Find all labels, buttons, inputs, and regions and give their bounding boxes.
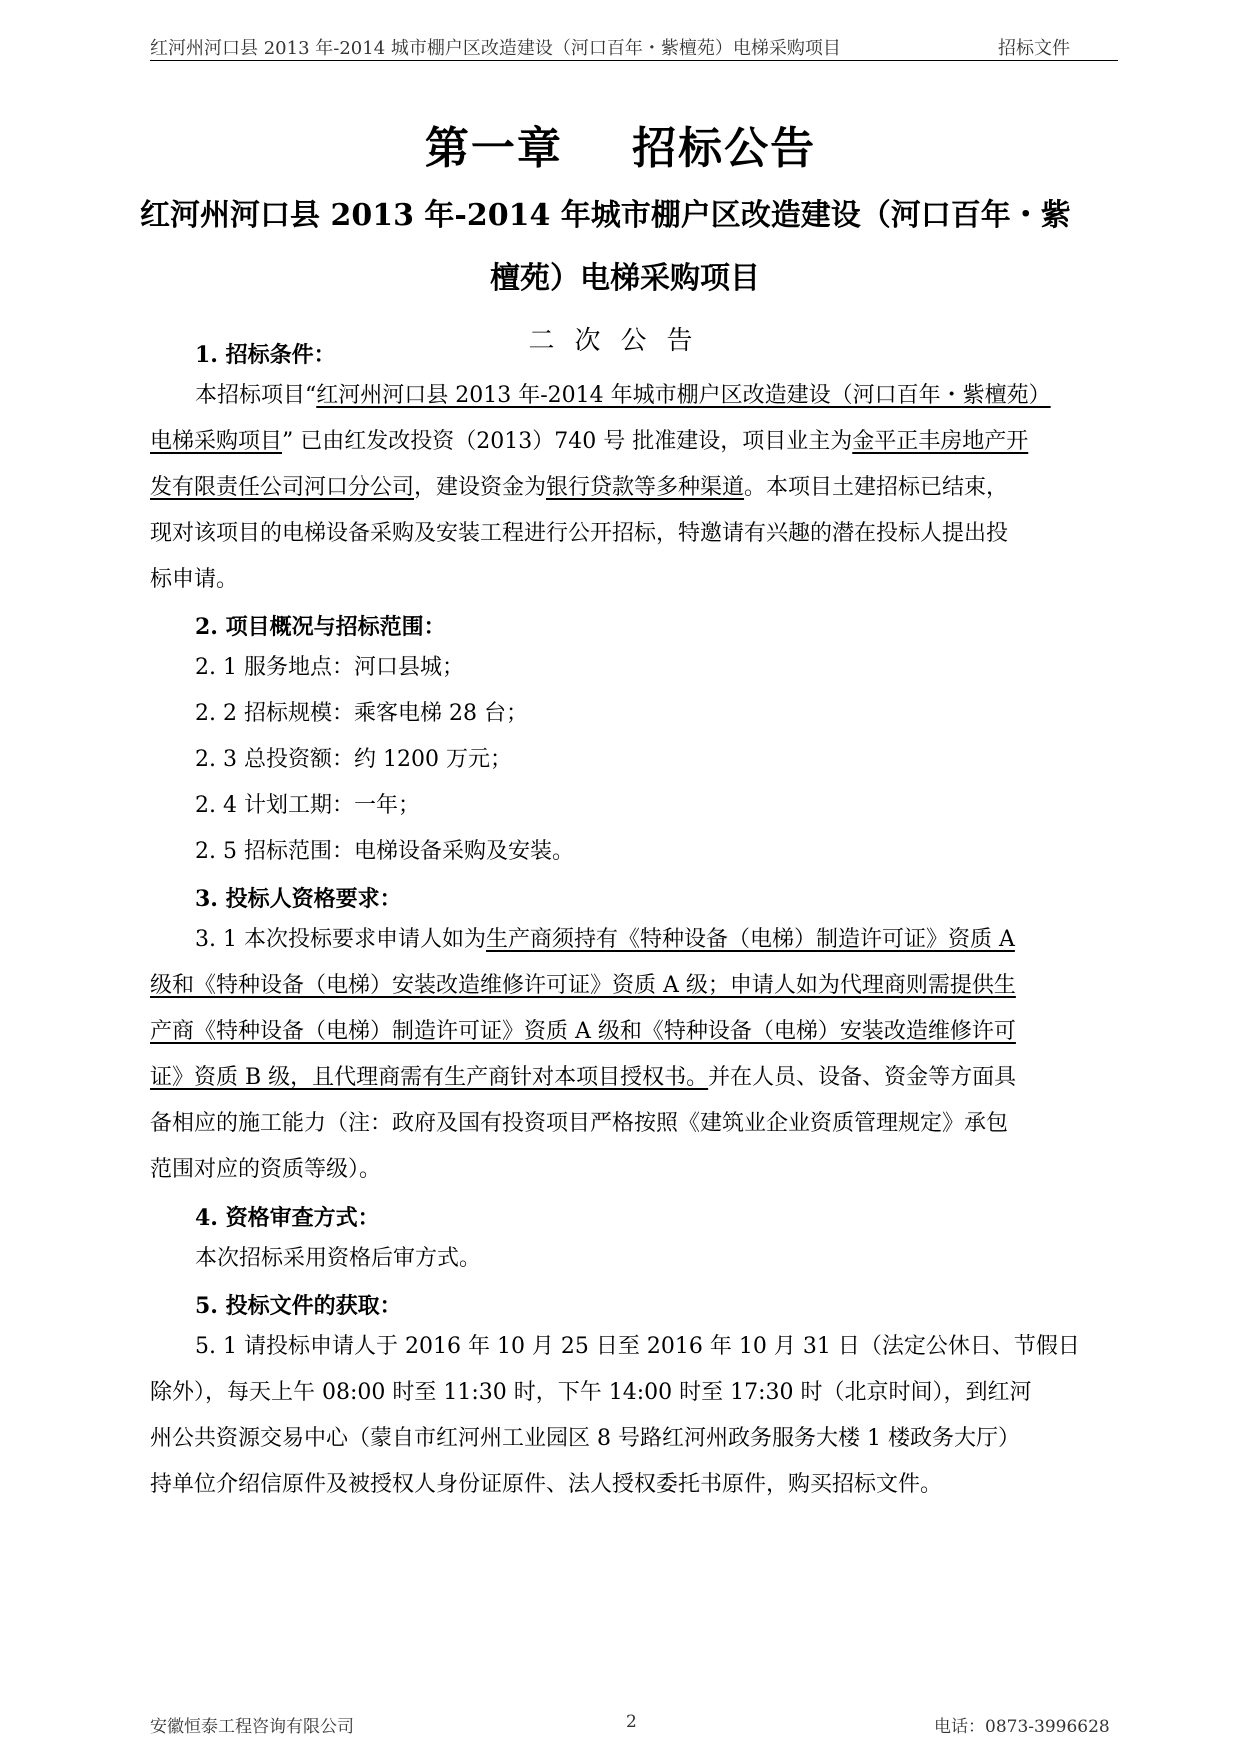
section-1-line-5: 标申请。 — [150, 567, 239, 592]
section-3-line-1: 3. 1 本次投标要求申请人如为生产商须持有《特种设备（电梯）制造许可证》资质 A — [195, 927, 1015, 952]
section-2-item-4: 2. 4 计划工期：一年； — [195, 793, 420, 818]
section-2-item-2: 2. 2 招标规模：乘客电梯 28 台； — [195, 701, 528, 726]
section-5-line-3: 州公共资源交易中心（蒙自市红河州工业园区 8 号路红河州政务服务大楼 1 楼政务大厅） — [150, 1426, 1020, 1451]
section-4-line-1: 本次招标采用资格后审方式。 — [195, 1246, 482, 1271]
section-5-heading: 5. 投标文件的获取： — [195, 1293, 402, 1319]
section-3-line-3: 产商《特种设备（电梯）制造许可证》资质 A 级和《特种设备（电梯）安装改造维修许可 — [150, 1019, 1016, 1044]
footer-phone: 电话：0873-3996628 — [934, 1717, 1110, 1737]
header-doc-type: 招标文件 — [998, 38, 1070, 59]
header-project-name: 红河州河口县 2013 年-2014 城市棚户区改造建设（河口百年・紫檀苑）电梯采购项目 — [150, 38, 841, 59]
section-4-heading: 4. 资格审查方式： — [195, 1205, 380, 1231]
section-2-item-5: 2. 5 招标范围：电梯设备采购及安装。 — [195, 839, 574, 864]
footer-company: 安徽恒泰工程咨询有限公司 — [150, 1717, 354, 1737]
section-1-line-2: 电梯采购项目” 已由红发改投资（2013）740 号 批准建设，项目业主为金平正丰房地产开 — [150, 429, 1029, 454]
project-title-line-1: 红河州河口县 2013 年-2014 年城市棚户区改造建设（河口百年・紫 — [140, 198, 1071, 233]
section-3-line-2: 级和《特种设备（电梯）安装改造维修许可证》资质 A 级；申请人如为代理商则需提供生 — [150, 973, 1016, 998]
section-3-line-4: 证》资质 B 级，且代理商需有生产商针对本项目授权书。并在人员、设备、资金等方面具 — [150, 1065, 1017, 1090]
page-number: 2 — [626, 1712, 637, 1732]
project-title-line-2: 檀苑）电梯采购项目 — [490, 261, 760, 296]
section-3-heading: 3. 投标人资格要求： — [195, 886, 402, 912]
section-1-line-1: 本招标项目“红河州河口县 2013 年-2014 年城市棚户区改造建设（河口百年・紫檀苑） — [195, 383, 1051, 408]
notice-type: 二次公告 — [528, 326, 713, 356]
section-1-line-3: 发有限责任公司河口分公司，建设资金为银行贷款等多种渠道。本项目土建招标已结束， — [150, 475, 1009, 500]
section-1-heading: 1. 招标条件： — [195, 342, 336, 368]
section-3-line-5: 备相应的施工能力（注：政府及国有投资项目严格按照《建筑业企业资质管理规定》承包 — [150, 1111, 1009, 1136]
section-5-line-4: 持单位介绍信原件及被授权人身份证原件、法人授权委托书原件，购买招标文件。 — [150, 1472, 943, 1497]
section-2-item-1: 2. 1 服务地点：河口县城； — [195, 655, 464, 680]
section-2-item-3: 2. 3 总投资额：约 1200 万元； — [195, 747, 512, 772]
section-5-line-2: 除外），每天上午 08:00 时至 11:30 时，下午 14:00 时至 17:30 时（北京时间），到红河 — [150, 1380, 1032, 1405]
chapter-title: 第一章 招标公告 — [424, 123, 817, 174]
page-header — [150, 32, 1118, 61]
page-footer — [150, 1712, 1118, 1738]
section-1-line-4: 现对该项目的电梯设备采购及安装工程进行公开招标，特邀请有兴趣的潜在投标人提出投 — [150, 521, 1009, 546]
section-3-line-6: 范围对应的资质等级）。 — [150, 1157, 382, 1182]
section-2-heading: 2. 项目概况与招标范围： — [195, 614, 446, 640]
section-5-line-1: 5. 1 请投标申请人于 2016 年 10 月 25 日至 2016 年 10 月 31 日（法定公休日、节假日 — [195, 1334, 1080, 1359]
